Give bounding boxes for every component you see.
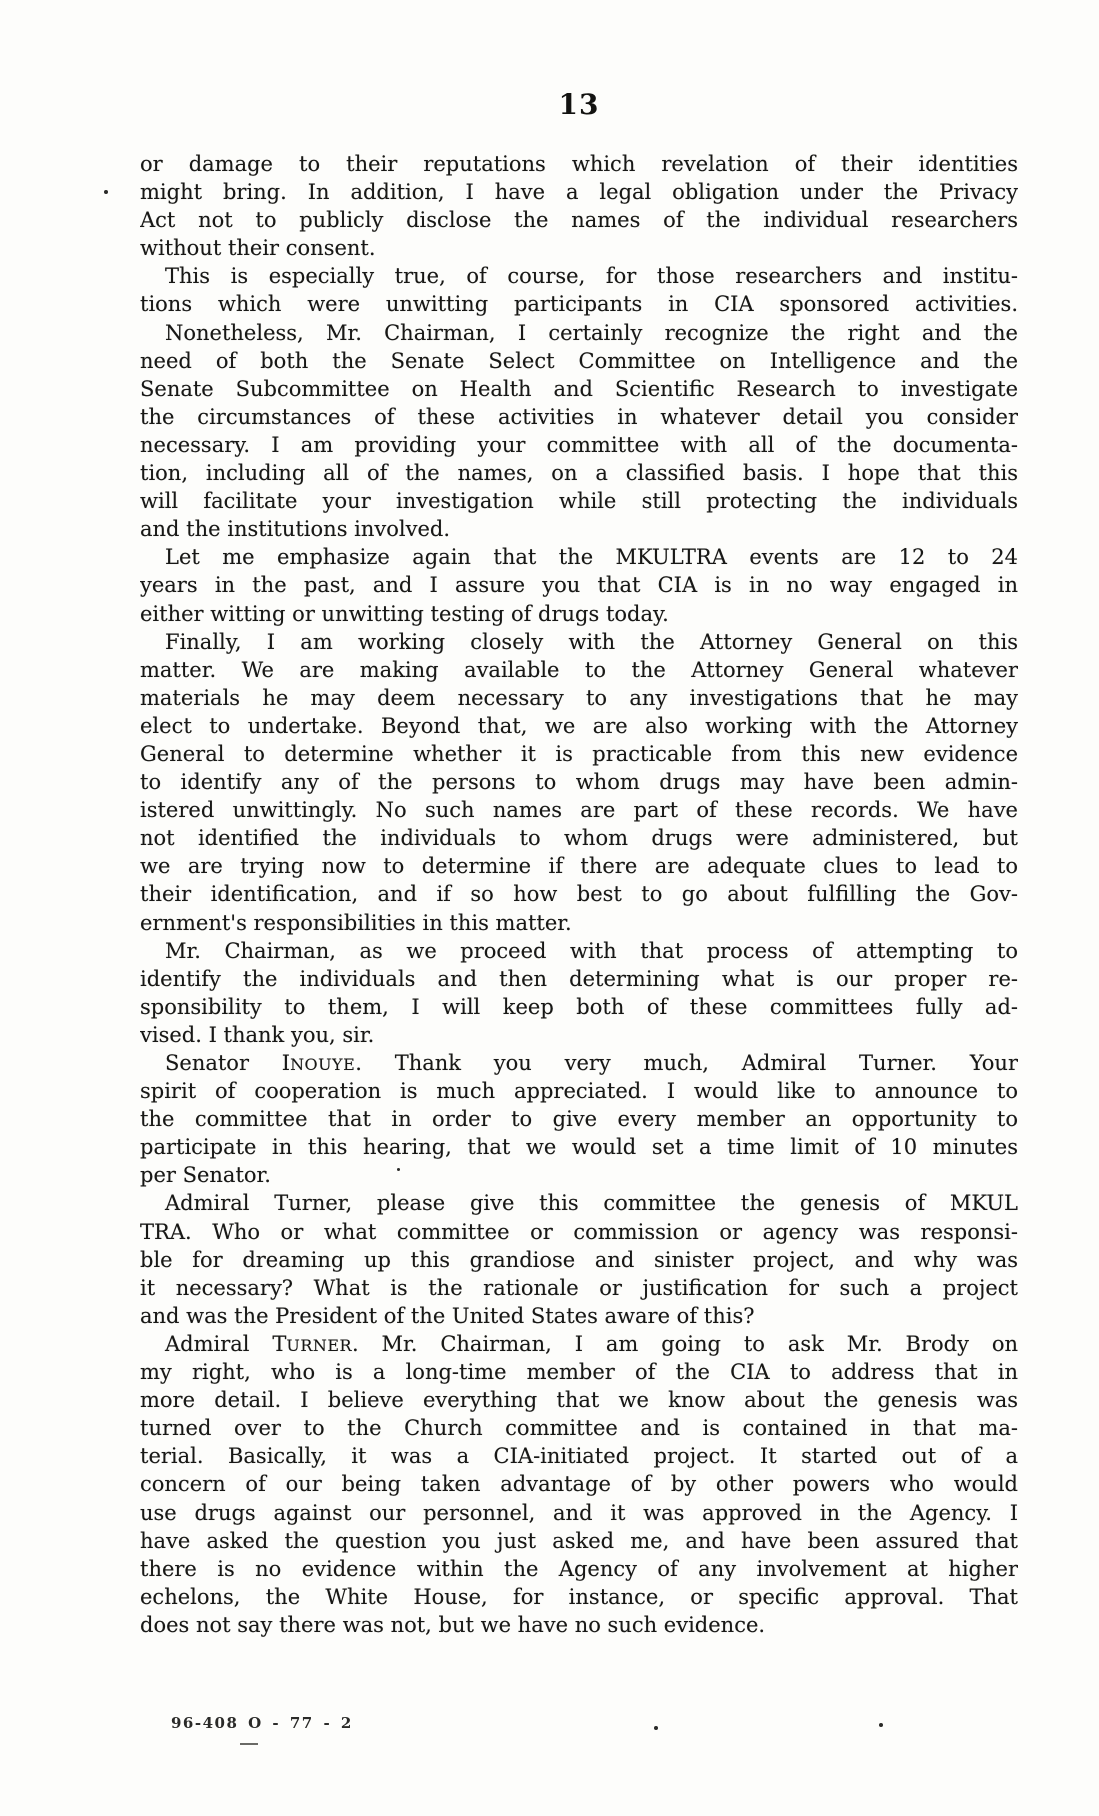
text-line: istered unwittingly. No such names are part of these records. We have bbox=[140, 798, 1018, 823]
text-line: participate in this hearing, that we would set a time limit of 10 minutes bbox=[140, 1135, 1018, 1160]
text-line: Admiral Turner, please give this committee the genesis of MKUL bbox=[165, 1191, 1018, 1216]
text-segment: . Thank you very much, Admiral Turner. Your bbox=[355, 1051, 1018, 1075]
text-line: necessary. I am providing your committee with all of the documenta- bbox=[140, 432, 1018, 457]
text-line: Act not to publicly disclose the names of the individual researchers bbox=[140, 208, 1018, 233]
text-line: tions which were unwitting participants in CIA sponsored activities. bbox=[140, 292, 1018, 317]
paragraph bbox=[140, 937, 1018, 1049]
text-line: there is no evidence within the Agency of any involvement at higher bbox=[140, 1556, 1018, 1581]
text-line: materials he may deem necessary to any investigations that he may bbox=[140, 685, 1018, 710]
scan-speck bbox=[654, 1726, 658, 1730]
scan-speck bbox=[397, 1168, 400, 1171]
paragraph bbox=[140, 543, 1018, 627]
page-number: 13 bbox=[558, 88, 600, 121]
text-line: spirit of cooperation is much appreciated. I would like to announce to bbox=[140, 1079, 1018, 1104]
text-line: tion, including all of the names, on a classified basis. I hope that this bbox=[140, 461, 1018, 486]
text-line: have asked the question you just asked me, and have been assured that bbox=[140, 1528, 1018, 1553]
text-line: does not say there was not, but we have no such evidence. bbox=[140, 1612, 766, 1637]
text-line: and was the President of the United States aware of this? bbox=[140, 1303, 755, 1328]
text-line: the committee that in order to give every member an opportunity to bbox=[140, 1107, 1018, 1132]
scan-speck bbox=[879, 1723, 883, 1727]
text-line: need of both the Senate Select Committee on Intelligence and the bbox=[140, 348, 1018, 373]
text-line: might bring. In addition, I have a legal obligation under the Privacy bbox=[140, 180, 1018, 205]
text-line: TRA. Who or what committee or commission or agency was responsi- bbox=[140, 1219, 1018, 1244]
text-line: This is especially true, of course, for those researchers and institu- bbox=[165, 264, 1018, 289]
paragraph bbox=[140, 1189, 1018, 1329]
text-line: the circumstances of these activities in whatever detail you consider bbox=[140, 404, 1018, 429]
paragraph bbox=[140, 628, 1018, 937]
small-caps-name: NOUYE bbox=[290, 1055, 356, 1074]
text-line: concern of our being taken advantage of by other powers who would bbox=[140, 1472, 1018, 1497]
text-line: General to determine whether it is practicable from this new evidence bbox=[140, 741, 1018, 766]
text-line: either witting or unwitting testing of drugs today. bbox=[140, 601, 669, 626]
text-line: Finally, I am working closely with the Attorney General on this bbox=[165, 629, 1018, 654]
text-segment: Senator I bbox=[165, 1051, 291, 1075]
text-line: use drugs against our personnel, and it was approved in the Agency. I bbox=[140, 1500, 1018, 1525]
text-line: terial. Basically, it was a CIA-initiated project. It started out of a bbox=[140, 1444, 1018, 1469]
small-caps-name: URNER bbox=[286, 1335, 352, 1355]
text-line: not identified the individuals to whom drugs were administered, but bbox=[140, 826, 1018, 851]
text-line: their identification, and if so how best to go about fulfilling the Gov- bbox=[140, 882, 1018, 907]
text-line: without their consent. bbox=[140, 236, 376, 261]
text-line: we are trying now to determine if there are adequate clues to lead to bbox=[140, 854, 1018, 879]
paragraph bbox=[140, 319, 1018, 544]
text-line bbox=[140, 1330, 1018, 1358]
text-line: echelons, the White House, for instance, or specific approval. That bbox=[140, 1584, 1018, 1609]
text-line: elect to undertake. Beyond that, we are also working with the Attorney bbox=[140, 713, 1018, 738]
text-line: my right, who is a long-time member of the CIA to address that in bbox=[140, 1360, 1018, 1385]
text-line: vised. I thank you, sir. bbox=[140, 1022, 375, 1047]
text-line: to identify any of the persons to whom drugs may have been admin- bbox=[140, 770, 1018, 795]
text-line: identify the individuals and then determining what is our proper re- bbox=[140, 966, 1018, 991]
paragraph bbox=[140, 1330, 1018, 1639]
paragraph bbox=[140, 1049, 1018, 1189]
text-line: years in the past, and I assure you that CIA is in no way engaged in bbox=[140, 573, 1018, 598]
paragraph bbox=[140, 150, 1018, 262]
paragraph bbox=[140, 262, 1018, 318]
text-line: more detail. I believe everything that we know about the genesis was bbox=[140, 1388, 1018, 1413]
text-line: sponsibility to them, I will keep both of these committees fully ad- bbox=[140, 994, 1018, 1019]
text-line: ble for dreaming up this grandiose and sinister project, and why was bbox=[140, 1247, 1018, 1272]
text-segment: Admiral T bbox=[165, 1331, 287, 1356]
text-line: and the institutions involved. bbox=[140, 517, 451, 542]
text-line bbox=[140, 1049, 1018, 1077]
text-line: Senate Subcommittee on Health and Scientific Research to investigate bbox=[140, 376, 1018, 401]
text-line: will facilitate your investigation while still protecting the individuals bbox=[140, 489, 1018, 514]
text-line: turned over to the Church committee and is contained in that ma- bbox=[140, 1416, 1018, 1441]
text-line: it necessary? What is the rationale or justification for such a project bbox=[140, 1275, 1018, 1300]
text-line: Nonetheless, Mr. Chairman, I certainly recognize the right and the bbox=[165, 320, 1018, 345]
text-line: ernment's responsibilities in this matter. bbox=[140, 910, 572, 935]
text-line: Mr. Chairman, as we proceed with that process of attempting to bbox=[165, 938, 1018, 963]
code-underline-mark bbox=[240, 1743, 258, 1745]
text-line: Let me emphasize again that the MKULTRA events are 12 to 24 bbox=[165, 545, 1018, 570]
scan-speck bbox=[104, 190, 108, 194]
text-block bbox=[140, 150, 1018, 1639]
text-segment: . Mr. Chairman, I am going to ask Mr. Brody on bbox=[351, 1331, 1018, 1356]
printing-code: 96-408 O - 77 - 2 bbox=[171, 1714, 353, 1732]
text-line: or damage to their reputations which revelation of their identities bbox=[140, 152, 1018, 176]
text-line: per Senator. bbox=[140, 1163, 271, 1188]
text-line: matter. We are making available to the Attorney General whatever bbox=[140, 657, 1018, 682]
